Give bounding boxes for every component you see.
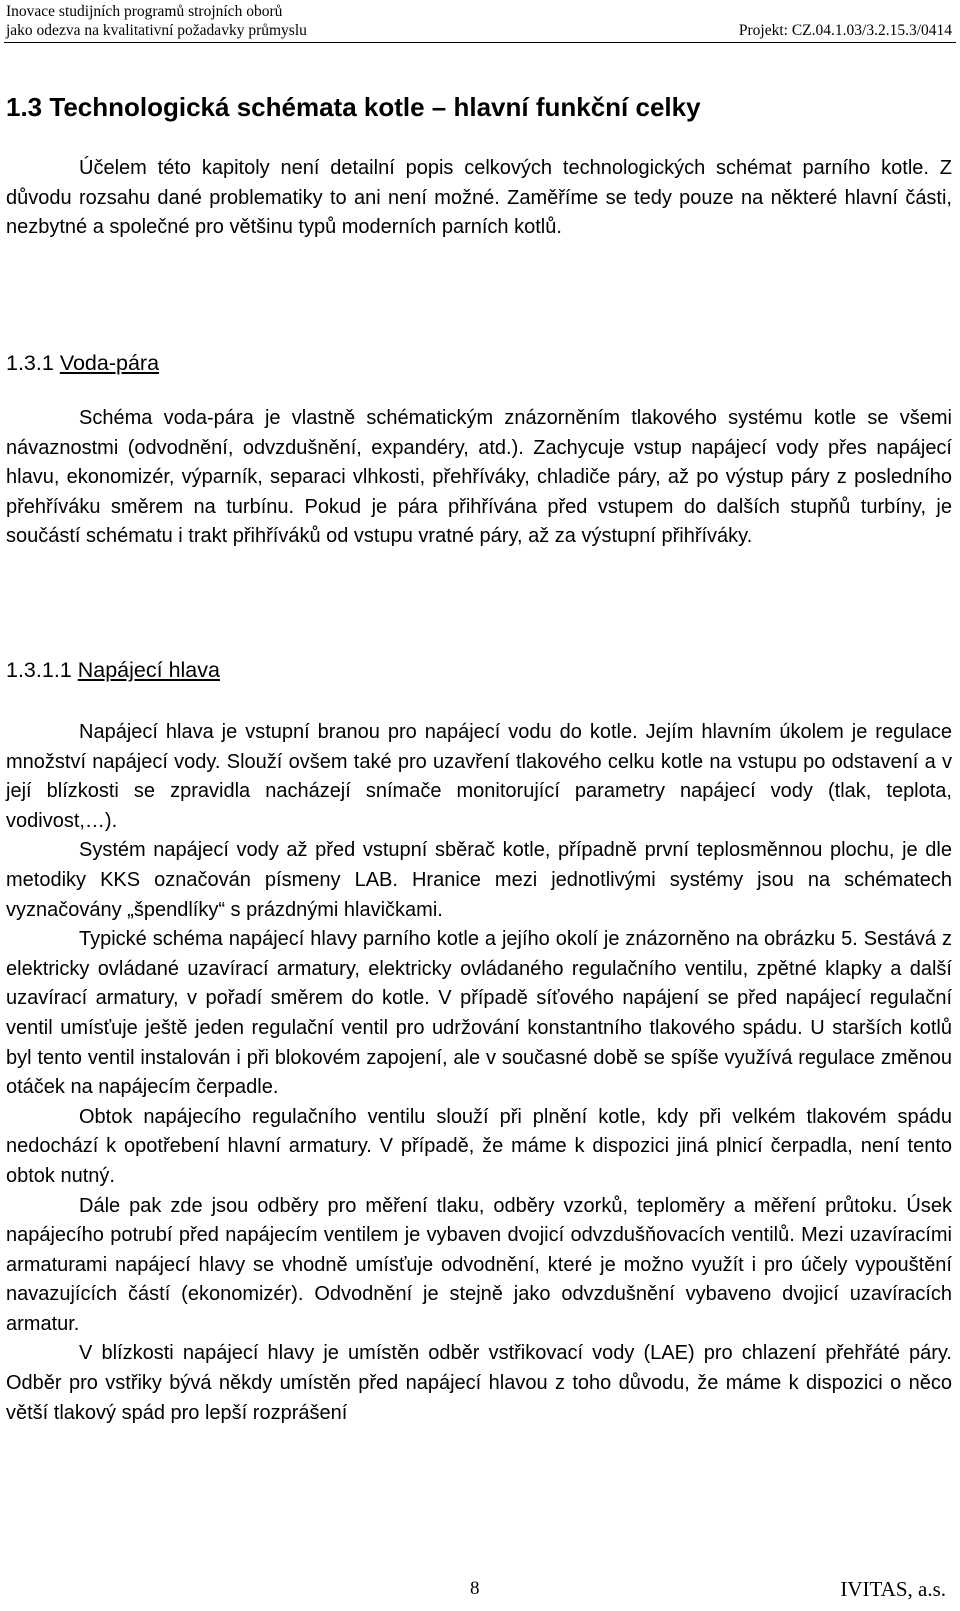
subsection-heading <box>6 350 952 376</box>
header-left <box>6 2 307 40</box>
intro-block <box>6 154 952 243</box>
footer-brand: IVITAS, a.s. <box>840 1577 946 1601</box>
subsection-paragraph: Schéma voda-pára je vlastně schématickým znázorněním tlakového systému kotle se všemi návaznostmi (odvodnění, odvzdušnění, expandéry, atd.). Zachycuje vstup napájecí vody přes napájecí hlavu, ekonomizér, výparník, separaci vlhkosti, přehříváky, chladiče páry, až po výstup páry z posledního přehříváku směrem na turbínu. Pokud je pára přihřívána před vstupem do dalších stupňů turbíny, je součástí schématu i trakt přihříváků od vstupu vratné páry, až za výstupní přihříváky. <box>6 407 952 548</box>
subsection-number: 1.3.1 <box>6 351 54 375</box>
subsubsection-heading <box>6 657 952 683</box>
body-paragraph: Dále pak zde jsou odběry pro měření tlaku, odběry vzorků, teploměry a měření průtoku. Úsek napájecího potrubí před napájecím ventilem je vybaven dvojicí odvzdušňovacích ventilů. Mezi uzavíracími armaturami napájecí hlavy se vhodně umísťuje odvodnění, které je možno využít i pro účely vypouštění navazujících částí (ekonomizér). Odvodnění je stejně jako odvzdušnění vybaveno dvojicí uzavíracích armatur. <box>6 1194 952 1335</box>
subsubsection-body <box>6 718 952 1428</box>
subsubsection-number: 1.3.1.1 <box>6 658 72 682</box>
subsection-title: Voda-pára <box>59 351 160 375</box>
header-divider <box>4 42 956 43</box>
body-paragraph: Napájecí hlava je vstupní branou pro napájecí vodu do kotle. Jejím hlavním úkolem je regulace množství napájecí vody. Slouží ovšem také pro uzavření tlakového celku kotle na vstupu po odstavení a v její blízkosti se zpravidla nacházejí snímače monitorující parametry napájecí vody (tlak, teplota, vodivost,…). <box>6 721 952 832</box>
header-program-line: Inovace studijních programů strojních oborů <box>6 3 283 20</box>
body-paragraph: Obtok napájecího regulačního ventilu slouží při plnění kotle, kdy při velkém tlakovém spádu nedochází k opotřebení hlavní armatury. V případě, že máme k dispozici jiná plnicí čerpadla, není tento obtok nutný. <box>6 1105 952 1187</box>
header-project: Projekt: CZ.04.1.03/3.2.15.3/0414 <box>738 22 952 39</box>
body-paragraph: Systém napájecí vody až před vstupní sběrač kotle, případně první teplosměnnou plochu, je dle metodiky KKS označován písmeny LAB. Hranice mezi jednotlivými systémy jsou na schématech vyznačovány „špendlíky“ s prázdnými hlavičkami. <box>6 839 952 921</box>
section-title: 1.3 Technologická schémata kotle – hlavní funkční celky <box>6 92 701 122</box>
header-program-subline: jako odezva na kvalitativní požadavky průmyslu <box>6 22 307 39</box>
page-number: 8 <box>470 1578 480 1599</box>
intro-paragraph: Účelem této kapitoly není detailní popis celkových technologických schémat parního kotle. Z důvodu rozsahu dané problematiky to ani není možné. Zaměříme se tedy pouze na některé hlavní části, nezbytné a společné pro většinu typů moderních parních kotlů. <box>6 157 952 239</box>
subsection-body <box>6 404 952 552</box>
subsubsection-title: Napájecí hlava <box>77 658 220 682</box>
body-paragraph: V blízkosti napájecí hlavy je umístěn odběr vstřikovací vody (LAE) pro chlazení přehřáté páry. Odběr pro vstřiky bývá někdy umístěn před napájecí hlavou z toho důvodu, že máme k dispozici o něco větší tlakový spád pro lepší rozprášení <box>6 1342 952 1424</box>
body-paragraph: Typické schéma napájecí hlavy parního kotle a jejího okolí je znázorněno na obrázku 5. Sestává z elektricky ovládané uzavírací armatury, elektricky ovládaného regulačního ventilu, zpětné klapky a další uzavírací armatury, v pořadí směrem do kotle. V případě síťového napájení se před napájecí regulační ventil umísťuje ještě jeden regulační ventil pro udržování konstantního tlakového spádu. U starších kotlů byl tento ventil instalován i při blokovém zapojení, ale v současné době se spíše využívá regulace změnou otáček na napájecím čerpadle. <box>6 928 952 1099</box>
